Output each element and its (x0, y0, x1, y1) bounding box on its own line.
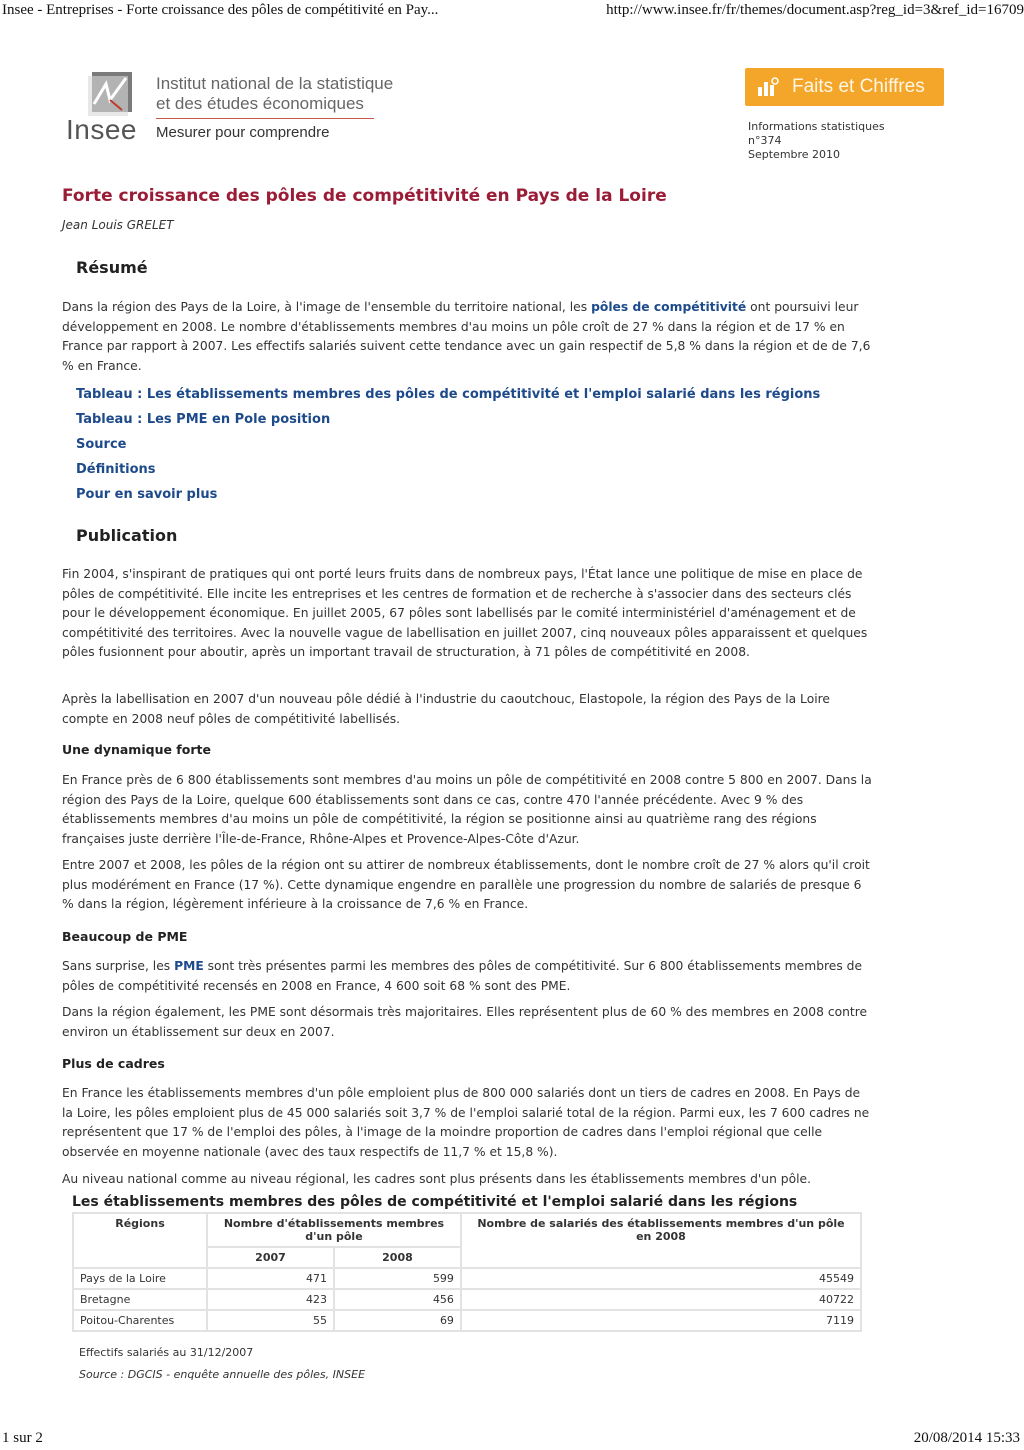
faits-et-chiffres-badge[interactable] (745, 68, 944, 106)
badge-label: Faits et Chiffres (792, 76, 925, 97)
toc-link-tableau-pme[interactable]: Tableau : Les PME en Pole position (76, 412, 331, 427)
publication-date: Septembre 2010 (748, 148, 841, 161)
toc-item[interactable] (76, 484, 820, 509)
toc-link-definitions[interactable]: Définitions (76, 462, 156, 477)
resume-paragraph: Dans la région des Pays de la Loire, à l'image de l'ensemble du territoire national, les pôles de compétitivité ont poursuivi leur développement en 2008. Le nombre d'établissements membres d'au moins un pôle croît de 27 % dans la région et de 17 % en France par rapport à 2007. Les effectifs salariés suivent cette tendance avec un gain respectif de 5,8 % dans la région et de de 7,6 % en France. (62, 300, 871, 373)
publication-info (748, 120, 885, 162)
th-regions: Régions (73, 1213, 207, 1268)
resume-heading: Résumé (76, 258, 148, 277)
logo-divider (156, 118, 374, 119)
logo-line-2: et des études économiques (156, 94, 364, 113)
cell-2007: 423 (207, 1289, 334, 1310)
dynamique-paragraph-1: En France près de 6 800 établissements sont membres d'au moins un pôle de compétitivité en 2008 contre 5 800 en 2007. Dans la région des Pays de la Loire, quelque 600 établissements sont dans ce cas, contre 470 l'année précédente. Avec 9 % des établissements membres d'au moins un pôle de compétitivité, la région se positionne ainsi au quatrième rang des régions françaises juste derrière l'Île-de-France, Rhône-Alpes et Provence-Alpes-Côte d'Azur. (62, 773, 872, 846)
article-title: Forte croissance des pôles de compétitivité en Pays de la Loire (62, 186, 667, 206)
toc-link-pour-en-savoir-plus[interactable]: Pour en savoir plus (76, 487, 218, 502)
cell-region: Bretagne (73, 1289, 207, 1310)
logo-tagline: Mesurer pour comprendre (156, 124, 330, 141)
cadres-paragraph-2: Au niveau national comme au niveau régional, les cadres sont plus présents dans les établissements membres d'un pôle. (62, 1172, 812, 1186)
subheading-dynamique: Une dynamique forte (62, 742, 211, 757)
data-table (72, 1212, 862, 1332)
toc-link-tableau-etablissements[interactable]: Tableau : Les établissements membres des pôles de compétitivité et l'emploi salarié dans les régions (76, 387, 821, 402)
cell-2007: 55 (207, 1310, 334, 1331)
insee-logo-icon (86, 70, 134, 118)
cell-2007: 471 (207, 1268, 334, 1289)
table-row (73, 1268, 861, 1289)
publication-paragraph-2: Après la labellisation en 2007 d'un nouveau pôle dédié à l'industrie du caoutchouc, Elastopole, la région des Pays de la Loire compte en 2008 neuf pôles de compétitivité labellisés. (62, 692, 830, 726)
table-note: Effectifs salariés au 31/12/2007 (79, 1346, 254, 1359)
logo-word: Insee (66, 114, 137, 145)
th-2008: 2008 (334, 1247, 461, 1268)
link-pme[interactable]: PME (174, 959, 204, 973)
print-footer (0, 1430, 1024, 1450)
print-header (0, 2, 1024, 22)
toc-item[interactable] (76, 459, 820, 484)
pme-paragraph-1: Sans surprise, les PME sont très présentes parmi les membres des pôles de compétitivité. Sur 6 800 établissements membres de pôles de compétitivité recensés en 2008 en France, 4 600 soit 68 % sont des PME. (62, 959, 863, 993)
cell-salaries: 7119 (461, 1310, 861, 1331)
link-poles-competitivite[interactable]: pôles de compétitivité (591, 300, 747, 314)
cell-salaries: 40722 (461, 1289, 861, 1310)
table-of-contents (76, 384, 820, 509)
toc-link-source[interactable]: Source (76, 437, 127, 452)
publication-number: n°374 (748, 134, 782, 147)
publication-paragraph-1: Fin 2004, s'inspirant de pratiques qui ont porté leurs fruits dans de nombreux pays, l'État lance une politique de mise en place de pôles de compétitivité. Elle incite les entreprises et les centres de formation et de recherche à s'associer dans des secteurs clés pour le développement économique. En juillet 2005, 67 pôles sont labellisés par le comité interministériel d'aménagement et de compétitivité des territoires. Avec la nouvelle vague de labellisation en juillet 2007, cinq nouveaux pôles apparaissent et quelques pôles fusionnent pour aboutir, après un important travail de structuration, à 71 pôles de compétitivité en 2008. (62, 567, 868, 660)
table-row (73, 1289, 861, 1310)
cell-region: Poitou-Charentes (73, 1310, 207, 1331)
th-2007: 2007 (207, 1247, 334, 1268)
print-datetime: 20/08/2014 15:33 (913, 1430, 1020, 1446)
th-salaries: Nombre de salariés des établissements membres d'un pôle en 2008 (461, 1213, 861, 1268)
subheading-pme: Beaucoup de PME (62, 929, 188, 944)
cadres-paragraph-1: En France les établissements membres d'un pôle emploient plus de 800 000 salariés dont un tiers de cadres en 2008. En Pays de la Loire, les pôles emploient plus de 45 000 salariés soit 3,7 % de l'emploi salarié total de la région. Parmi eux, les 7 600 cadres ne représentent que 17 % de l'emploi des pôles, à l'image de la moindre proportion de cadres dans l'emploi régional que celle observée en moyenne nationale (avec des taux respectifs de 11,7 % et 15,8 %). (62, 1086, 870, 1159)
table-title: Les établissements membres des pôles de compétitivité et l'emploi salarié dans les régions (72, 1194, 798, 1210)
article-author: Jean Louis GRELET (62, 218, 174, 232)
cell-2008: 599 (334, 1268, 461, 1289)
cell-2008: 456 (334, 1289, 461, 1310)
cell-salaries: 45549 (461, 1268, 861, 1289)
pme-paragraph-2: Dans la région également, les PME sont désormais très majoritaires. Elles représentent plus de 60 % des membres en 2008 contre environ un établissement sur deux en 2007. (62, 1005, 868, 1039)
print-page-number: 1 sur 2 (2, 1430, 43, 1446)
publication-series: Informations statistiques (748, 120, 885, 133)
table-source: Source : DGCIS - enquête annuelle des pôles, INSEE (79, 1368, 366, 1381)
th-etablissements: Nombre d'établissements membres d'un pôle (207, 1213, 461, 1247)
print-url[interactable]: http://www.insee.fr/fr/themes/document.asp?reg_id=3&ref_id=16709 (606, 2, 1024, 18)
print-tab-title: Insee - Entreprises - Forte croissance des pôles de compétitivité en Pay... (2, 2, 439, 18)
toc-item[interactable] (76, 434, 820, 459)
publication-heading: Publication (76, 526, 178, 545)
table-row (73, 1310, 861, 1331)
subheading-cadres: Plus de cadres (62, 1056, 165, 1071)
toc-item[interactable] (76, 384, 820, 409)
chart-icon (757, 77, 779, 97)
logo-line-1: Institut national de la statistique (156, 74, 394, 93)
dynamique-paragraph-2: Entre 2007 et 2008, les pôles de la région ont su attirer de nombreux établissements, dont le nombre croît de 27 % alors qu'il croit plus modérément en France (17 %). Cette dynamique engendre en parallèle une progression du nombre de salariés de presque 6 % dans la région, légèrement inférieure à la croissance de 7,6 % en France. (62, 858, 870, 912)
toc-item[interactable] (76, 409, 820, 434)
insee-logo[interactable] (64, 68, 424, 148)
cell-region: Pays de la Loire (73, 1268, 207, 1289)
cell-2008: 69 (334, 1310, 461, 1331)
